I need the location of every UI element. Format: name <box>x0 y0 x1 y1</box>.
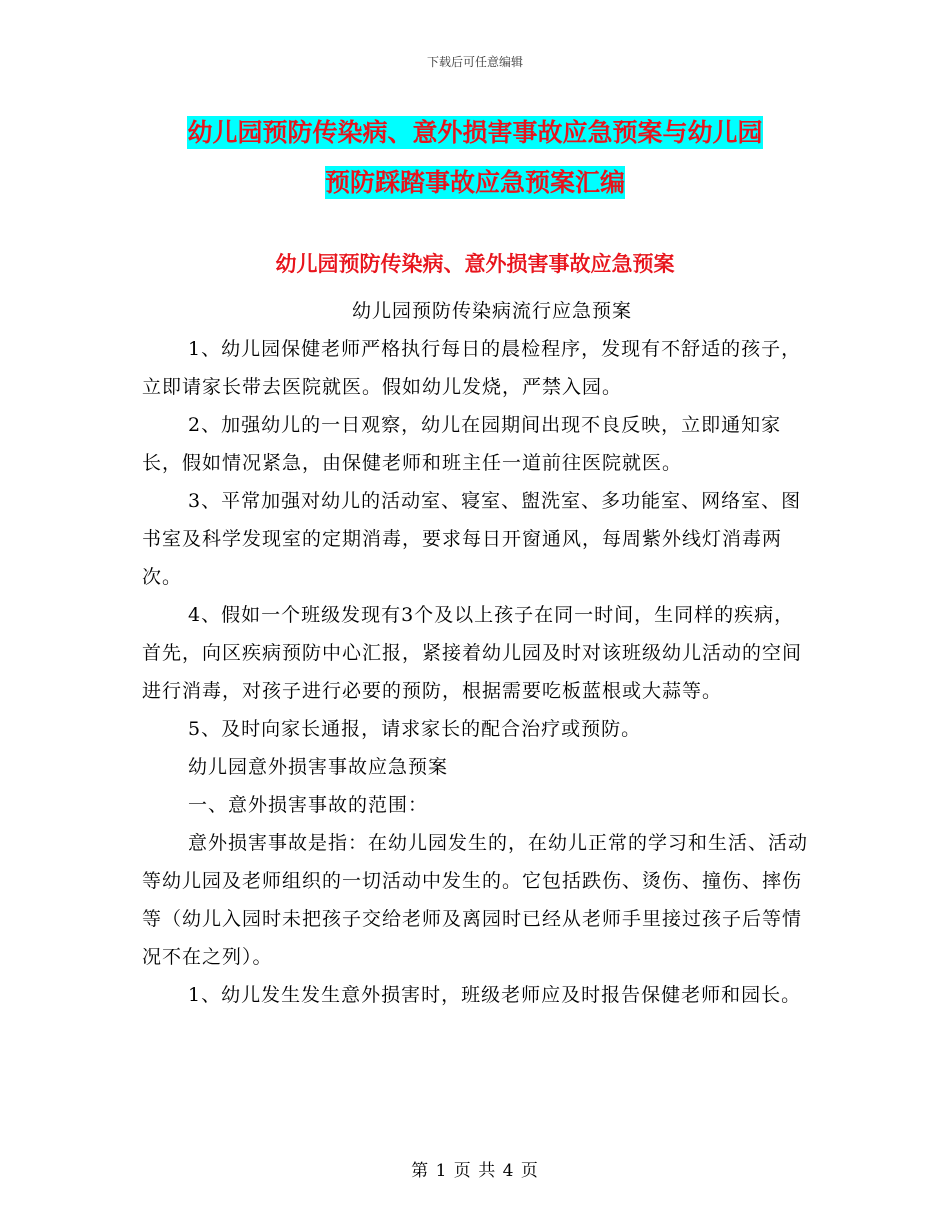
document-body <box>142 292 812 1014</box>
paragraph-5: 5、及时向家长通报，请求家长的配合治疗或预防。 <box>188 718 642 740</box>
paragraph-1: 1、幼儿园保健老师严格执行每日的晨检程序，发现有不舒适的孩子，立即请家长带去医院就医。假如幼儿发烧，严禁入园。 <box>142 338 802 398</box>
subtitle-epidemic-plan: 幼儿园预防传染病流行应急预案 <box>351 300 632 322</box>
title-line-2: 预防踩踏事故应急预案汇编 <box>324 168 625 197</box>
document-title <box>0 108 950 208</box>
paragraph-4: 4、假如一个班级发现有3个及以上孩子在同一时间，生同样的疾病，首先，向区疾病预防中心汇报，紧接着幼儿园及时对该班级幼儿活动的空间进行消毒，对孩子进行必要的预防，根据需要吃板蓝根或大蒜等。 <box>142 604 803 702</box>
paragraph-scope-heading: 一、意外损害事故的范围： <box>188 794 429 816</box>
paragraph-accident-step-1: 1、幼儿发生发生意外损害时，班级老师应及时报告保健老师和园长。 <box>188 984 802 1006</box>
page-footer: 第 1 页 共 4 页 <box>411 1161 539 1181</box>
title-line-1: 幼儿园预防传染病、意外损害事故应急预案与幼儿园 <box>187 118 763 147</box>
paragraph-scope-definition: 意外损害事故是指：在幼儿园发生的，在幼儿正常的学习和生活、活动等幼儿园及老师组织的一切活动中发生的。它包括跌伤、烫伤、撞伤、摔伤等（幼儿入园时未把孩子交给老师及离园时已经从老师手里接过孩子后等情况不在之列）。 <box>142 832 809 968</box>
paragraph-2: 2、加强幼儿的一日观察，幼儿在园期间出现不良反映，立即通知家长，假如情况紧急，由保健老师和班主任一道前往医院就医。 <box>142 414 782 474</box>
section-title: 幼儿园预防传染病、意外损害事故应急预案 <box>275 252 675 276</box>
header-note: 下载后可任意编辑 <box>426 55 523 69</box>
paragraph-3: 3、平常加强对幼儿的活动室、寝室、盥洗室、多功能室、网络室、图书室及科学发现室的定期消毒，要求每日开窗通风，每周紫外线灯消毒两次。 <box>142 490 802 588</box>
subtitle-accident-plan: 幼儿园意外损害事故应急预案 <box>188 756 449 778</box>
